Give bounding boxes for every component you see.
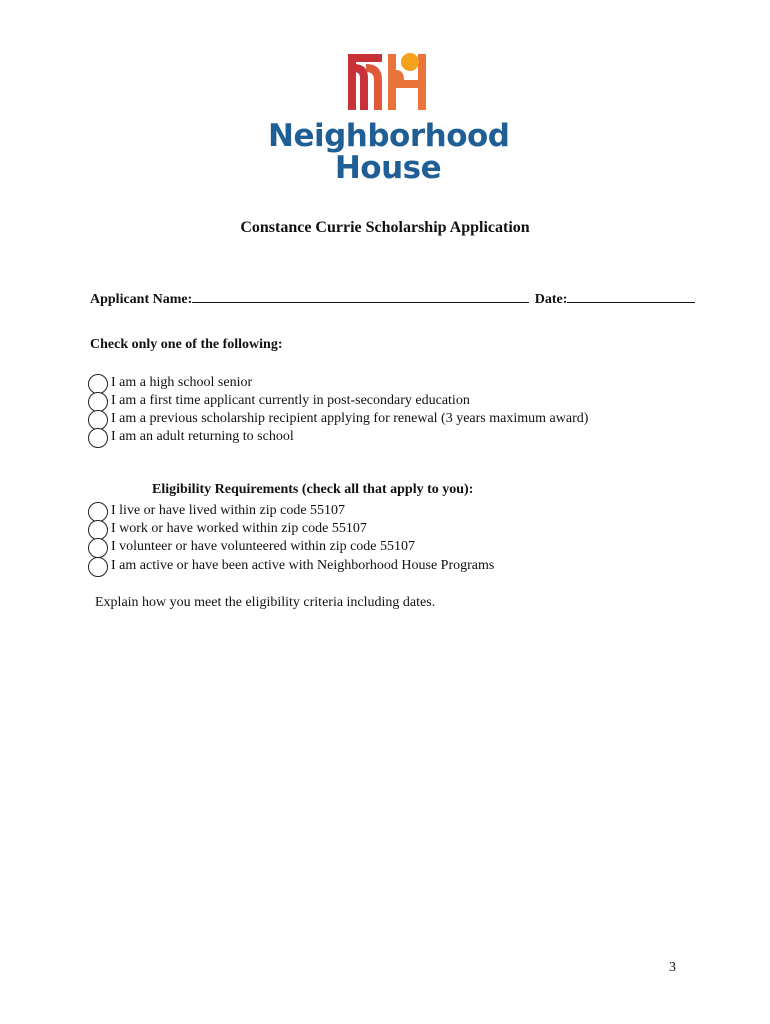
radio-circle[interactable]: [88, 392, 108, 412]
explain-prompt: Explain how you meet the eligibility criteria including dates.: [95, 595, 436, 610]
checkbox-circle[interactable]: [88, 520, 108, 540]
option-label: I am a high school senior: [111, 375, 253, 390]
applicant-row: [90, 289, 695, 308]
eligibility-heading: Eligibility Requirements (check all that apply to you):: [152, 482, 474, 497]
logo-text-house: House: [334, 150, 442, 186]
option-label: I am an adult returning to school: [111, 429, 294, 444]
checkbox-circle[interactable]: [88, 538, 108, 558]
radio-circle[interactable]: [88, 374, 108, 394]
option-label: I volunteer or have volunteered within zip code 55107: [111, 539, 416, 554]
neighborhood-house-logo: [268, 44, 508, 186]
applicant-name-field[interactable]: [192, 289, 529, 303]
page-title: Constance Currie Scholarship Application: [240, 219, 530, 236]
checkbox-circle[interactable]: [88, 557, 108, 577]
date-label: Date:: [534, 292, 568, 307]
option-label: I live or have lived within zip code 55107: [111, 503, 346, 518]
radio-circle[interactable]: [88, 428, 108, 448]
option-label: I am active or have been active with Neighborhood House Programs: [111, 558, 495, 573]
logo-text-neighborhood: Neighborhood: [268, 118, 510, 154]
checkbox-circle[interactable]: [88, 502, 108, 522]
applicant-name-label: Applicant Name:: [90, 292, 193, 307]
radio-circle[interactable]: [88, 410, 108, 430]
logo-mark-icon: [344, 46, 434, 112]
option-label: I am a first time applicant currently in post-secondary education: [111, 393, 470, 408]
option-label: I work or have worked within zip code 55107: [111, 521, 367, 536]
check-one-heading: Check only one of the following:: [90, 337, 283, 352]
page-number: 3: [669, 960, 676, 975]
date-field[interactable]: [567, 289, 695, 303]
option-label: I am a previous scholarship recipient applying for renewal (3 years maximum award): [111, 411, 589, 426]
